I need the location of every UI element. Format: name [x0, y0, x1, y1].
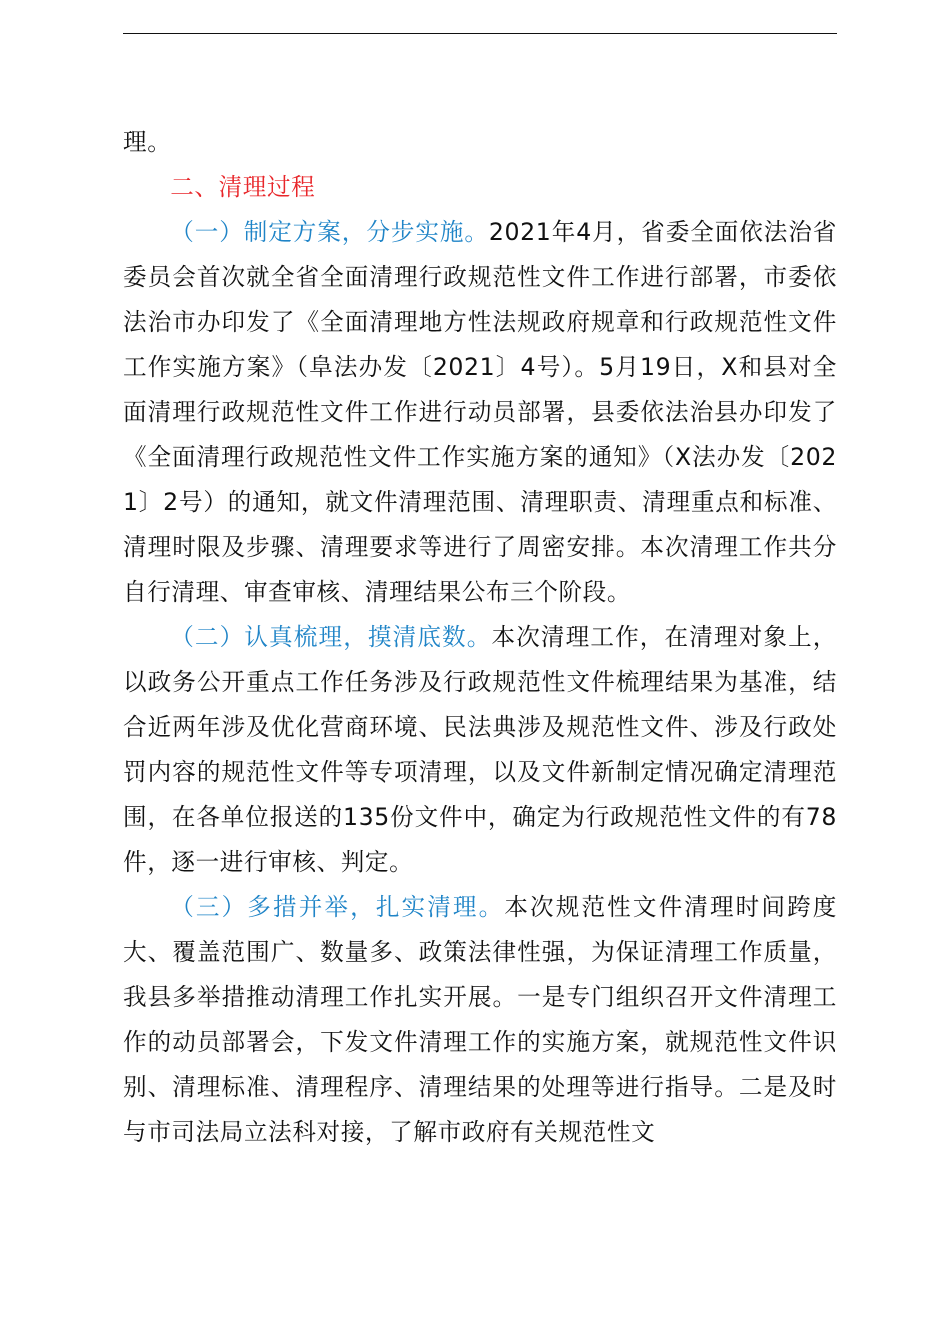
paragraph-1-heading: （一）制定方案，分步实施。: [170, 218, 489, 246]
paragraph-3-body: 本次规范性文件清理时间跨度大、覆盖范围广、数量多、政策法律性强，为保证清理工作质量，我县多举措推动清理工作扎实开展。一是专门组织召开文件清理工作的动员部署会，下发文件清理工作的实施方案，就规范性文件识别、清理标准、清理程序、清理结果的处理等进行指导。二是及时与市司法局立法科对接，了解市政府有关规范性文: [123, 893, 837, 1146]
continuation-text: 理。: [123, 128, 172, 156]
paragraph-1-body: 2021年4月，省委全面依法治省委员会首次就全省全面清理行政规范性文件工作进行部署，市委依法治市办印发了《全面清理地方性法规政府规章和行政规范性文件工作实施方案》（阜法办发〔2021〕4号）。5月19日，X和县对全面清理行政规范性文件工作进行动员部署，县委依法治县办印发了《全面清理行政规范性文件工作实施方案的通知》（X法办发〔2021〕2号）的通知，就文件清理范围、清理职责、清理重点和标准、清理时限及步骤、清理要求等进行了周密安排。本次清理工作共分自行清理、审查审核、清理结果公布三个阶段。: [123, 218, 837, 606]
paragraph-2-body: 本次清理工作，在清理对象上，以政务公开重点工作任务涉及行政规范性文件梳理结果为基准，结合近两年涉及优化营商环境、民法典涉及规范性文件、涉及行政处罚内容的规范性文件等专项清理，以及文件新制定情况确定清理范围，在各单位报送的135份文件中，确定为行政规范性文件的有78件，逐一进行审核、判定。: [123, 623, 837, 876]
paragraph-2: [123, 615, 837, 885]
paragraph-3: [123, 885, 837, 1155]
document-body: [123, 120, 837, 1155]
header-rule: [123, 33, 837, 34]
paragraph-3-heading: （三）多措并举，扎实清理。: [170, 893, 505, 921]
paragraph-1: [123, 210, 837, 615]
section-heading: 二、清理过程: [170, 173, 316, 201]
paragraph-2-heading: （二）认真梳理，摸清底数。: [170, 623, 492, 651]
